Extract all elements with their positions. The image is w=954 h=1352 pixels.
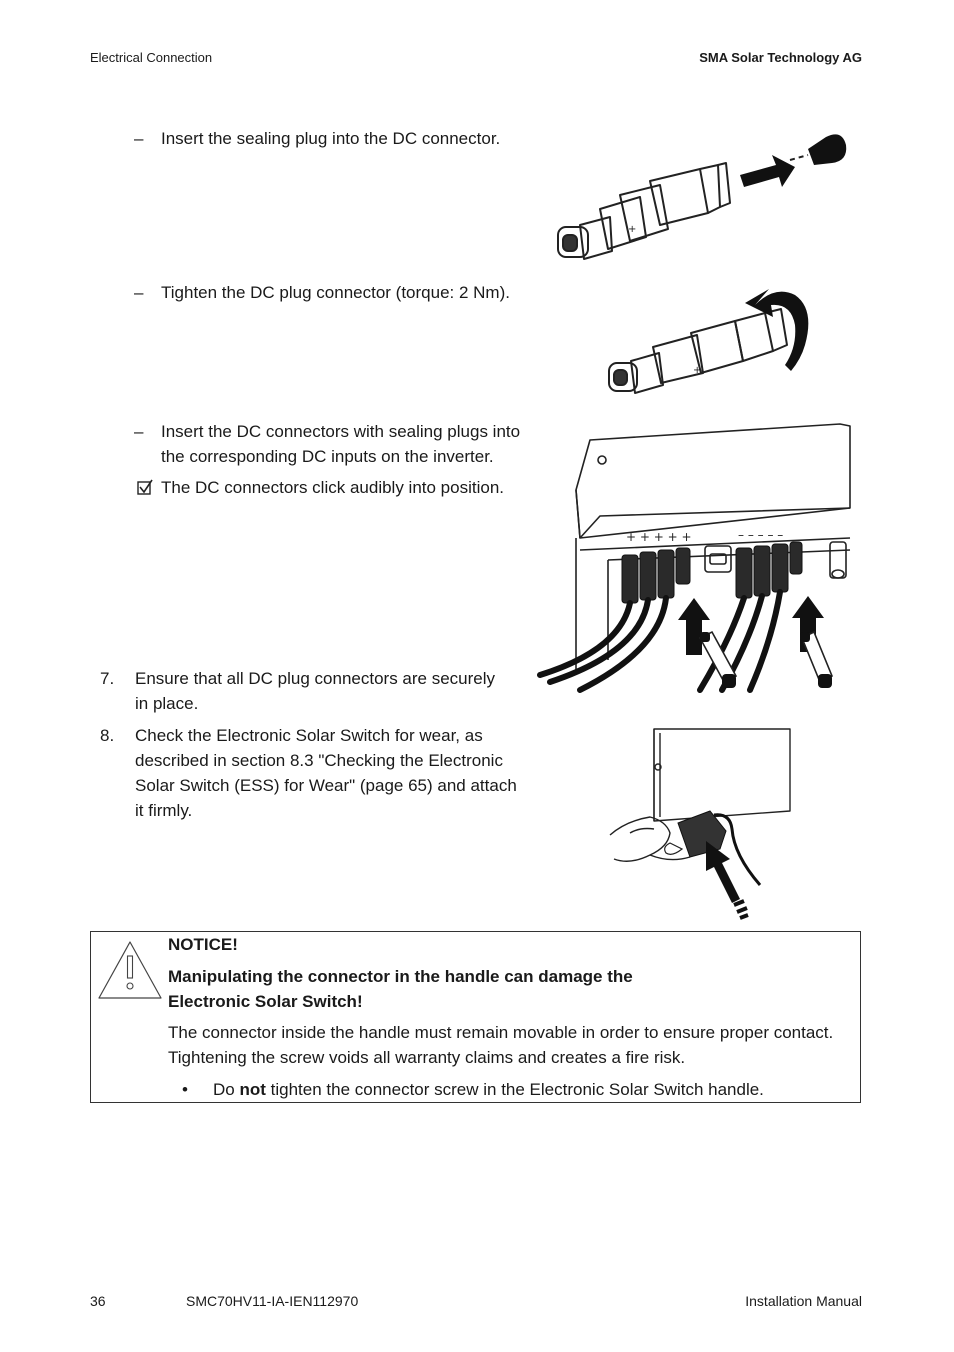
figure-sealing-plug — [550, 125, 850, 265]
notice-body-line2: Tightening the screw voids all warranty claims and creates a fire risk. — [168, 1048, 686, 1067]
footer-page-number: 36 — [90, 1293, 106, 1309]
step-8-line4: it firmly. — [135, 801, 193, 820]
step-insert-dc-connectors-line1: Insert the DC connectors with sealing plugs into — [161, 422, 521, 441]
result-connectors-click: The DC connectors click audibly into position. — [161, 478, 504, 497]
step-8-line2: described in section 8.3 "Checking the Electronic — [135, 751, 503, 770]
warning-triangle-icon — [97, 940, 163, 1000]
step-dash: – — [134, 422, 144, 441]
step-number: 8. — [100, 726, 115, 745]
step-7-line2: in place. — [135, 694, 199, 713]
footer-manual-title: Installation Manual — [745, 1293, 862, 1309]
notice-heading-line1: Manipulating the connector in the handle can damage the — [168, 967, 633, 986]
notice-bullet-post: tighten the connector screw in the Electronic Solar Switch handle. — [265, 1080, 764, 1099]
figure-tighten-connector — [605, 285, 815, 400]
notice-label: NOTICE! — [168, 935, 238, 954]
connector-plus-label: + — [693, 365, 702, 376]
notice-box — [90, 931, 861, 1103]
step-8-line1: Check the Electronic Solar Switch for wear, as — [135, 726, 483, 745]
step-dash: – — [134, 283, 144, 302]
notice-heading-line2: Electronic Solar Switch! — [168, 992, 363, 1011]
step-insert-sealing-plug: Insert the sealing plug into the DC connector. — [161, 129, 501, 148]
notice-bullet-pre: Do — [213, 1080, 240, 1099]
checkbox-checked-icon — [137, 479, 153, 495]
step-dash: – — [134, 129, 144, 148]
header-section: Electrical Connection — [90, 50, 213, 65]
figure-inverter-dc-inputs — [540, 420, 855, 695]
step-number: 7. — [100, 669, 115, 688]
notice-bullet-icon: • — [182, 1080, 188, 1099]
footer-doc-id: SMC70HV11-IA-IEN112970 — [186, 1293, 359, 1309]
notice-bullet-bold: not — [239, 1080, 266, 1099]
figure-electronic-solar-switch — [610, 725, 825, 920]
dc-plus-labels: + + + + + — [626, 530, 692, 544]
notice-body-line1: The connector inside the handle must remain movable in order to ensure proper contact. — [168, 1023, 834, 1042]
header-company: SMA Solar Technology AG — [699, 50, 862, 65]
step-7-line1: Ensure that all DC plug connectors are securely — [135, 669, 496, 688]
step-insert-dc-connectors-line2: the corresponding DC inputs on the inverter. — [161, 447, 494, 466]
connector-plus-label: + — [628, 224, 637, 235]
notice-bullet-text — [213, 1077, 764, 1102]
dc-minus-labels: – – – – – — [738, 528, 784, 542]
step-8-line3: Solar Switch (ESS) for Wear" (page 65) and attach — [135, 776, 517, 795]
step-tighten-connector: Tighten the DC plug connector (torque: 2 Nm). — [161, 283, 510, 302]
